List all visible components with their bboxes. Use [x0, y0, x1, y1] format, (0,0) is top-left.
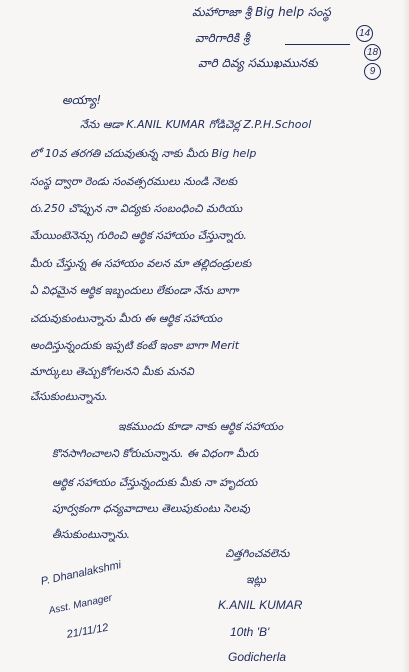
- closing-line-2: ఇట్లు: [246, 573, 266, 586]
- header-number-9: 9: [364, 63, 381, 80]
- para1-line: మేయింటెనెన్సు గురించి ఆర్థిక సహాయం చేస్తున్నారు.: [30, 229, 247, 242]
- para1-line: రు.250 చొప్పున నా విద్యకు సంబంధించి మరియు: [30, 202, 243, 215]
- para2-line: తీసుకుంటున్నాను.: [52, 528, 131, 541]
- para1-line: నేను ఆడా K.ANIL KUMAR గోడిచెర్ల Z.P.H.School: [80, 118, 312, 131]
- closing-line-1: చిత్తగించవలెను: [225, 547, 290, 560]
- sender-place: Godicherla: [228, 650, 287, 664]
- salutation: అయ్యా!: [62, 93, 102, 107]
- header-line-1: మహారాజా శ్రీ Big help సంస్థ: [192, 5, 331, 19]
- para1-line: సంస్థ ద్వారా రెండు సంవత్సరములు నుండి నెలకు: [30, 175, 238, 188]
- para1-line: చదువుకుంటున్నాను మీరు ఈ ఆర్థిక సహాయం: [30, 312, 223, 325]
- para1-line: చేసుకుంటున్నాను.: [30, 390, 108, 403]
- signature-name: P. Dhanalakshmi: [39, 559, 123, 588]
- para1-line: లో 10వ తరగతి చదువుతున్న నాకు మీరు Big help: [30, 147, 257, 160]
- header-number-14: 14: [356, 25, 373, 42]
- signature-title: Asst. Manager: [47, 592, 114, 617]
- para2-line: కొనసాగించాలని కోరుచున్నాను. ఈ విధంగా మీరు: [52, 447, 259, 460]
- sender-name: K.ANIL KUMAR: [218, 598, 303, 612]
- para1-line: మీరు చేస్తున్న ఈ సహాయం వలన మా తల్లిదండ్రులకు: [30, 257, 252, 270]
- header-line-2: వారిగారికి శ్రీ: [195, 31, 250, 45]
- para1-line: ఏ విధమైన ఆర్థిక ఇబ్బందులు లేకుండా నేను బాగా: [30, 284, 239, 297]
- header-line-2-blank: [285, 44, 350, 45]
- para1-line: మార్కులు తెచ్చుకోగలనని మీకు మనవి: [30, 365, 194, 378]
- header-side-number: 18: [364, 44, 381, 61]
- para2-line: ఇకముందు కూడా నాకు ఆర్థిక సహాయం: [118, 420, 284, 433]
- signature-date: 21/11/12: [65, 621, 110, 641]
- page-edge: [403, 0, 409, 672]
- header-line-3: వారి దివ్య సముఖమునకు: [198, 56, 318, 70]
- para2-line: ఆర్థిక సహాయం చేస్తున్నందుకు మీకు నా హృదయ: [52, 476, 258, 489]
- para1-line: అందిస్తున్నందుకు ఇప్పటి కంటే ఇంకా బాగా Merit: [30, 339, 240, 352]
- para2-line: పూర్వకంగా ధన్యవాదాలు తెలుపుకుంటు సెలవు: [52, 502, 250, 515]
- sender-class: 10th 'B': [230, 625, 270, 639]
